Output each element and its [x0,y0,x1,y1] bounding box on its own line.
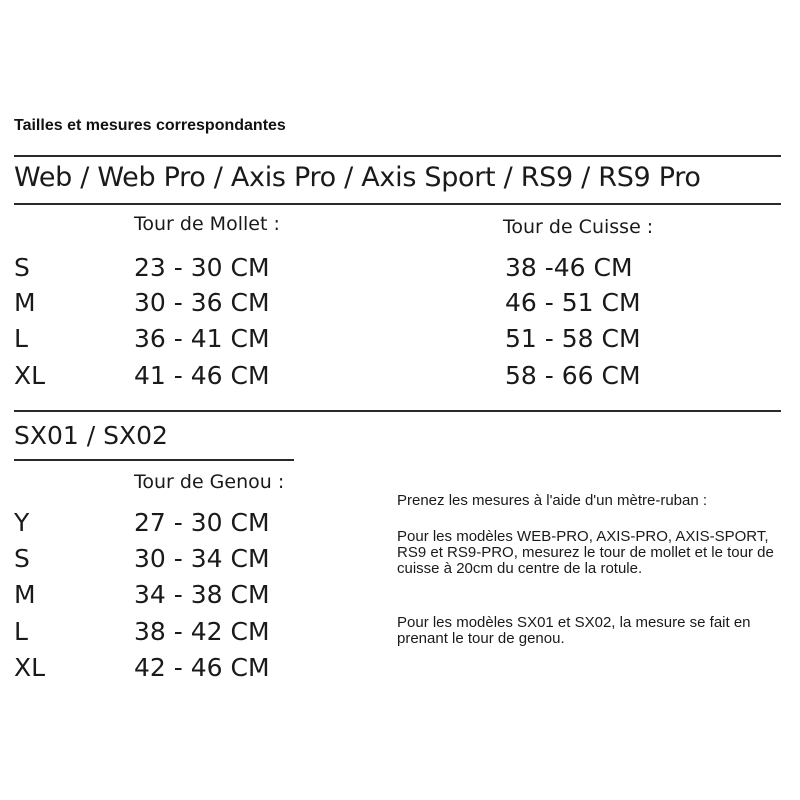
thigh-value: 46 - 51 CM [505,288,641,317]
divider-top [14,155,781,157]
size-label: S [14,253,30,282]
knee-value: 27 - 30 CM [134,508,270,537]
calf-column-header: Tour de Mollet : [134,213,280,235]
size-label: M [14,288,36,317]
section1-title: Web / Web Pro / Axis Pro / Axis Sport / RS9 / RS9 Pro [14,162,701,193]
calf-value: 41 - 46 CM [134,361,270,390]
calf-value: 30 - 36 CM [134,288,270,317]
knee-value: 38 - 42 CM [134,617,270,646]
size-label: L [14,617,28,646]
knee-value: 34 - 38 CM [134,580,270,609]
divider-section2 [14,459,294,461]
thigh-value: 51 - 58 CM [505,324,641,353]
size-label: L [14,324,28,353]
size-label: M [14,580,36,609]
notes-paragraph-2: Pour les modèles SX01 et SX02, la mesure se fait en prenant le tour de genou. [397,614,751,647]
thigh-value: 38 -46 CM [505,253,633,282]
size-label: Y [14,508,30,537]
calf-value: 36 - 41 CM [134,324,270,353]
notes-intro: Prenez les mesures à l'aide d'un mètre-ruban : [397,492,708,509]
knee-value: 42 - 46 CM [134,653,270,682]
knee-column-header: Tour de Genou : [134,471,285,493]
knee-value: 30 - 34 CM [134,544,270,573]
divider-section1 [14,203,781,205]
size-label: XL [14,653,46,682]
divider-middle [14,410,781,412]
size-label: S [14,544,30,573]
thigh-column-header: Tour de Cuisse : [503,216,654,238]
notes-paragraph-1: Pour les modèles WEB-PRO, AXIS-PRO, AXIS-SPORT, RS9 et RS9-PRO, mesurez le tour de mollet et le tour de cuisse à 20cm du centre de la rotule. [397,528,774,577]
page-caption: Tailles et mesures correspondantes [14,117,286,134]
section2-title: SX01 / SX02 [14,421,168,450]
thigh-value: 58 - 66 CM [505,361,641,390]
size-label: XL [14,361,46,390]
calf-value: 23 - 30 CM [134,253,270,282]
